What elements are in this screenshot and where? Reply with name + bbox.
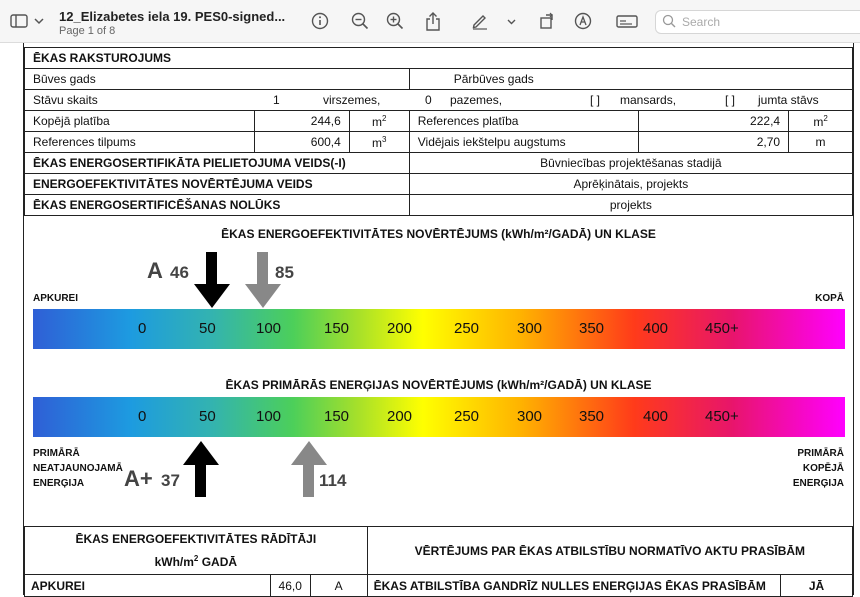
scale-tick: 350 xyxy=(579,408,605,425)
mansard-checkbox: [ ] xyxy=(590,93,601,107)
primary-class-value: 37 xyxy=(161,471,180,490)
scale-tick: 300 xyxy=(517,408,543,425)
nzeb-label: ĒKAS ATBILSTĪBA GANDRĪZ NULLES ENERĢIJAS ĒKAS PRASĪBĀM xyxy=(367,575,780,597)
scale-tick: 300 xyxy=(517,320,543,337)
evaluation-type-label: ENERGOEFEKTIVITĀTES NOVĒRTĒJUMA VEIDS xyxy=(25,174,410,195)
ref-area-label: References platība xyxy=(409,111,639,132)
chevron-down-icon[interactable] xyxy=(32,0,46,42)
year-built-label: Būves gads xyxy=(25,69,410,90)
underground-value: 0 xyxy=(425,93,432,107)
rebuild-year-label: Pārbūves gads xyxy=(409,69,852,90)
ref-volume-unit: $m^3$ xyxy=(349,132,409,153)
evaluation-type-value: Aprēķinātais, projekts xyxy=(409,174,852,195)
document-title: 12_Elizabetes iela 19. PES0-signed... xyxy=(59,9,286,24)
heating-arrow-icon xyxy=(192,252,232,308)
floors-value: 1 xyxy=(273,93,280,107)
ref-volume-label: References tilpums xyxy=(25,132,255,153)
scale-tick: 400 xyxy=(643,320,669,337)
attic-label: jumta stāvs xyxy=(758,93,819,107)
floors-row xyxy=(25,90,853,111)
app-toolbar xyxy=(0,0,860,43)
scale-tick: 100 xyxy=(256,408,282,425)
efficiency-title: ĒKAS ENERGOEFEKTIVITĀTES NOVĒRTĒJUMS (kWh/m²/GADĀ) UN KLASE xyxy=(221,227,656,241)
scale-tick: 50 xyxy=(199,320,216,337)
building-characteristics-table xyxy=(24,47,853,216)
section-title: ĒKAS RAKSTUROJUMS xyxy=(25,48,853,69)
usage-label: ĒKAS ENERGOSERTIFIKĀTA PIELIETOJUMA VEIDS(-I) xyxy=(25,153,410,174)
markup-pen-icon[interactable] xyxy=(470,0,490,42)
above-ground-label: virszemes, xyxy=(323,93,381,107)
purpose-value: projekts xyxy=(409,195,852,216)
scale-tick: 450+ xyxy=(705,408,739,425)
usage-value: Būvniecības projektēšanas stadijā xyxy=(409,153,852,174)
heating-row-class: A xyxy=(310,575,367,597)
info-icon[interactable] xyxy=(310,0,330,42)
heating-row-label: APKUREI xyxy=(25,575,271,597)
nzeb-value: JĀ xyxy=(781,575,853,597)
heating-row-value: 46,0 xyxy=(270,575,310,597)
scale-tick: 250 xyxy=(454,320,480,337)
scale-tick: 100 xyxy=(256,320,282,337)
sidebar-toggle-icon[interactable] xyxy=(8,0,30,42)
total-area-label: Kopējā platība xyxy=(25,111,255,132)
primary-nonrenewable-label: PRIMĀRĀ NEATJAUNOJAMĀ ENERĢIJA xyxy=(33,448,123,489)
scale-tick: 400 xyxy=(643,408,669,425)
ref-area-value: 222,4 xyxy=(639,111,789,132)
zoom-out-icon[interactable] xyxy=(350,0,370,42)
zoom-in-icon[interactable] xyxy=(385,0,405,42)
scale-tick: 200 xyxy=(387,320,413,337)
total-area-unit: $m^2$ xyxy=(349,111,409,132)
floors-label: Stāvu skaits xyxy=(33,93,98,107)
ref-area-unit: $m^2$ xyxy=(789,111,853,132)
primary-nonrenewable-arrow-icon xyxy=(181,441,221,497)
scale-tick: 0 xyxy=(138,408,147,425)
compliance-title: VĒRTĒJUMS PAR ĒKAS ATBILSTĪBU NORMATĪVO AKTU PRASĪBĀM xyxy=(367,527,852,575)
scale-tick: 350 xyxy=(579,320,605,337)
scale-tick: 50 xyxy=(199,408,216,425)
primary-total-label: PRIMĀRĀ KOPĒJĀ ENERĢIJA xyxy=(792,448,844,489)
efficiency-class-letter: A xyxy=(147,258,163,283)
search-icon xyxy=(662,14,678,33)
scale-tick: 450+ xyxy=(705,320,739,337)
avg-height-label: Vidējais iekštelpu augstums xyxy=(409,132,639,153)
page-indicator: Page 1 of 8 xyxy=(59,25,116,37)
share-icon[interactable] xyxy=(423,0,443,42)
efficiency-total-value: 85 xyxy=(275,263,294,282)
primary-scale-bar xyxy=(33,397,845,437)
scale-tick: 250 xyxy=(454,408,480,425)
scale-tick: 150 xyxy=(324,408,350,425)
attic-checkbox: [ ] xyxy=(725,93,736,107)
form-fill-icon[interactable] xyxy=(615,0,639,42)
search-field[interactable] xyxy=(655,10,860,34)
total-area-value: 244,6 xyxy=(254,111,349,132)
primary-class-letter: A+ xyxy=(124,466,153,491)
efficiency-class-value: 46 xyxy=(170,263,189,282)
rotate-icon[interactable] xyxy=(537,0,557,42)
primary-energy-title: ĒKAS PRIMĀRĀS ENERĢIJAS NOVĒRTĒJUMS (kWh/m²/GADĀ) UN KLASE xyxy=(225,378,652,392)
scale-tick: 0 xyxy=(138,320,147,337)
avg-height-unit: m xyxy=(789,132,853,153)
primary-total-value: 114 xyxy=(319,471,347,490)
mansard-label: mansards, xyxy=(620,93,677,107)
document-page xyxy=(23,43,854,595)
markup-menu-chevron-icon[interactable] xyxy=(505,0,517,42)
annotate-icon[interactable] xyxy=(573,0,593,42)
underground-label: pazemes, xyxy=(450,93,503,107)
purpose-label: ĒKAS ENERGOSERTIFICĒŠANAS NOLŪKS xyxy=(25,195,410,216)
ref-volume-value: 600,4 xyxy=(254,132,349,153)
search-placeholder: Search xyxy=(682,15,721,29)
total-label: KOPĀ xyxy=(815,293,844,304)
indicators-title: ĒKAS ENERGOEFEKTIVITĀTES RĀDĪTĀJI kWh/$m^2$ GADĀ xyxy=(25,527,368,575)
indicators-table xyxy=(24,526,853,597)
avg-height-value: 2,70 xyxy=(639,132,789,153)
scale-tick: 150 xyxy=(324,320,350,337)
heating-label: APKUREI xyxy=(33,293,79,304)
efficiency-scale-bar xyxy=(33,309,845,349)
scale-tick: 200 xyxy=(387,408,413,425)
